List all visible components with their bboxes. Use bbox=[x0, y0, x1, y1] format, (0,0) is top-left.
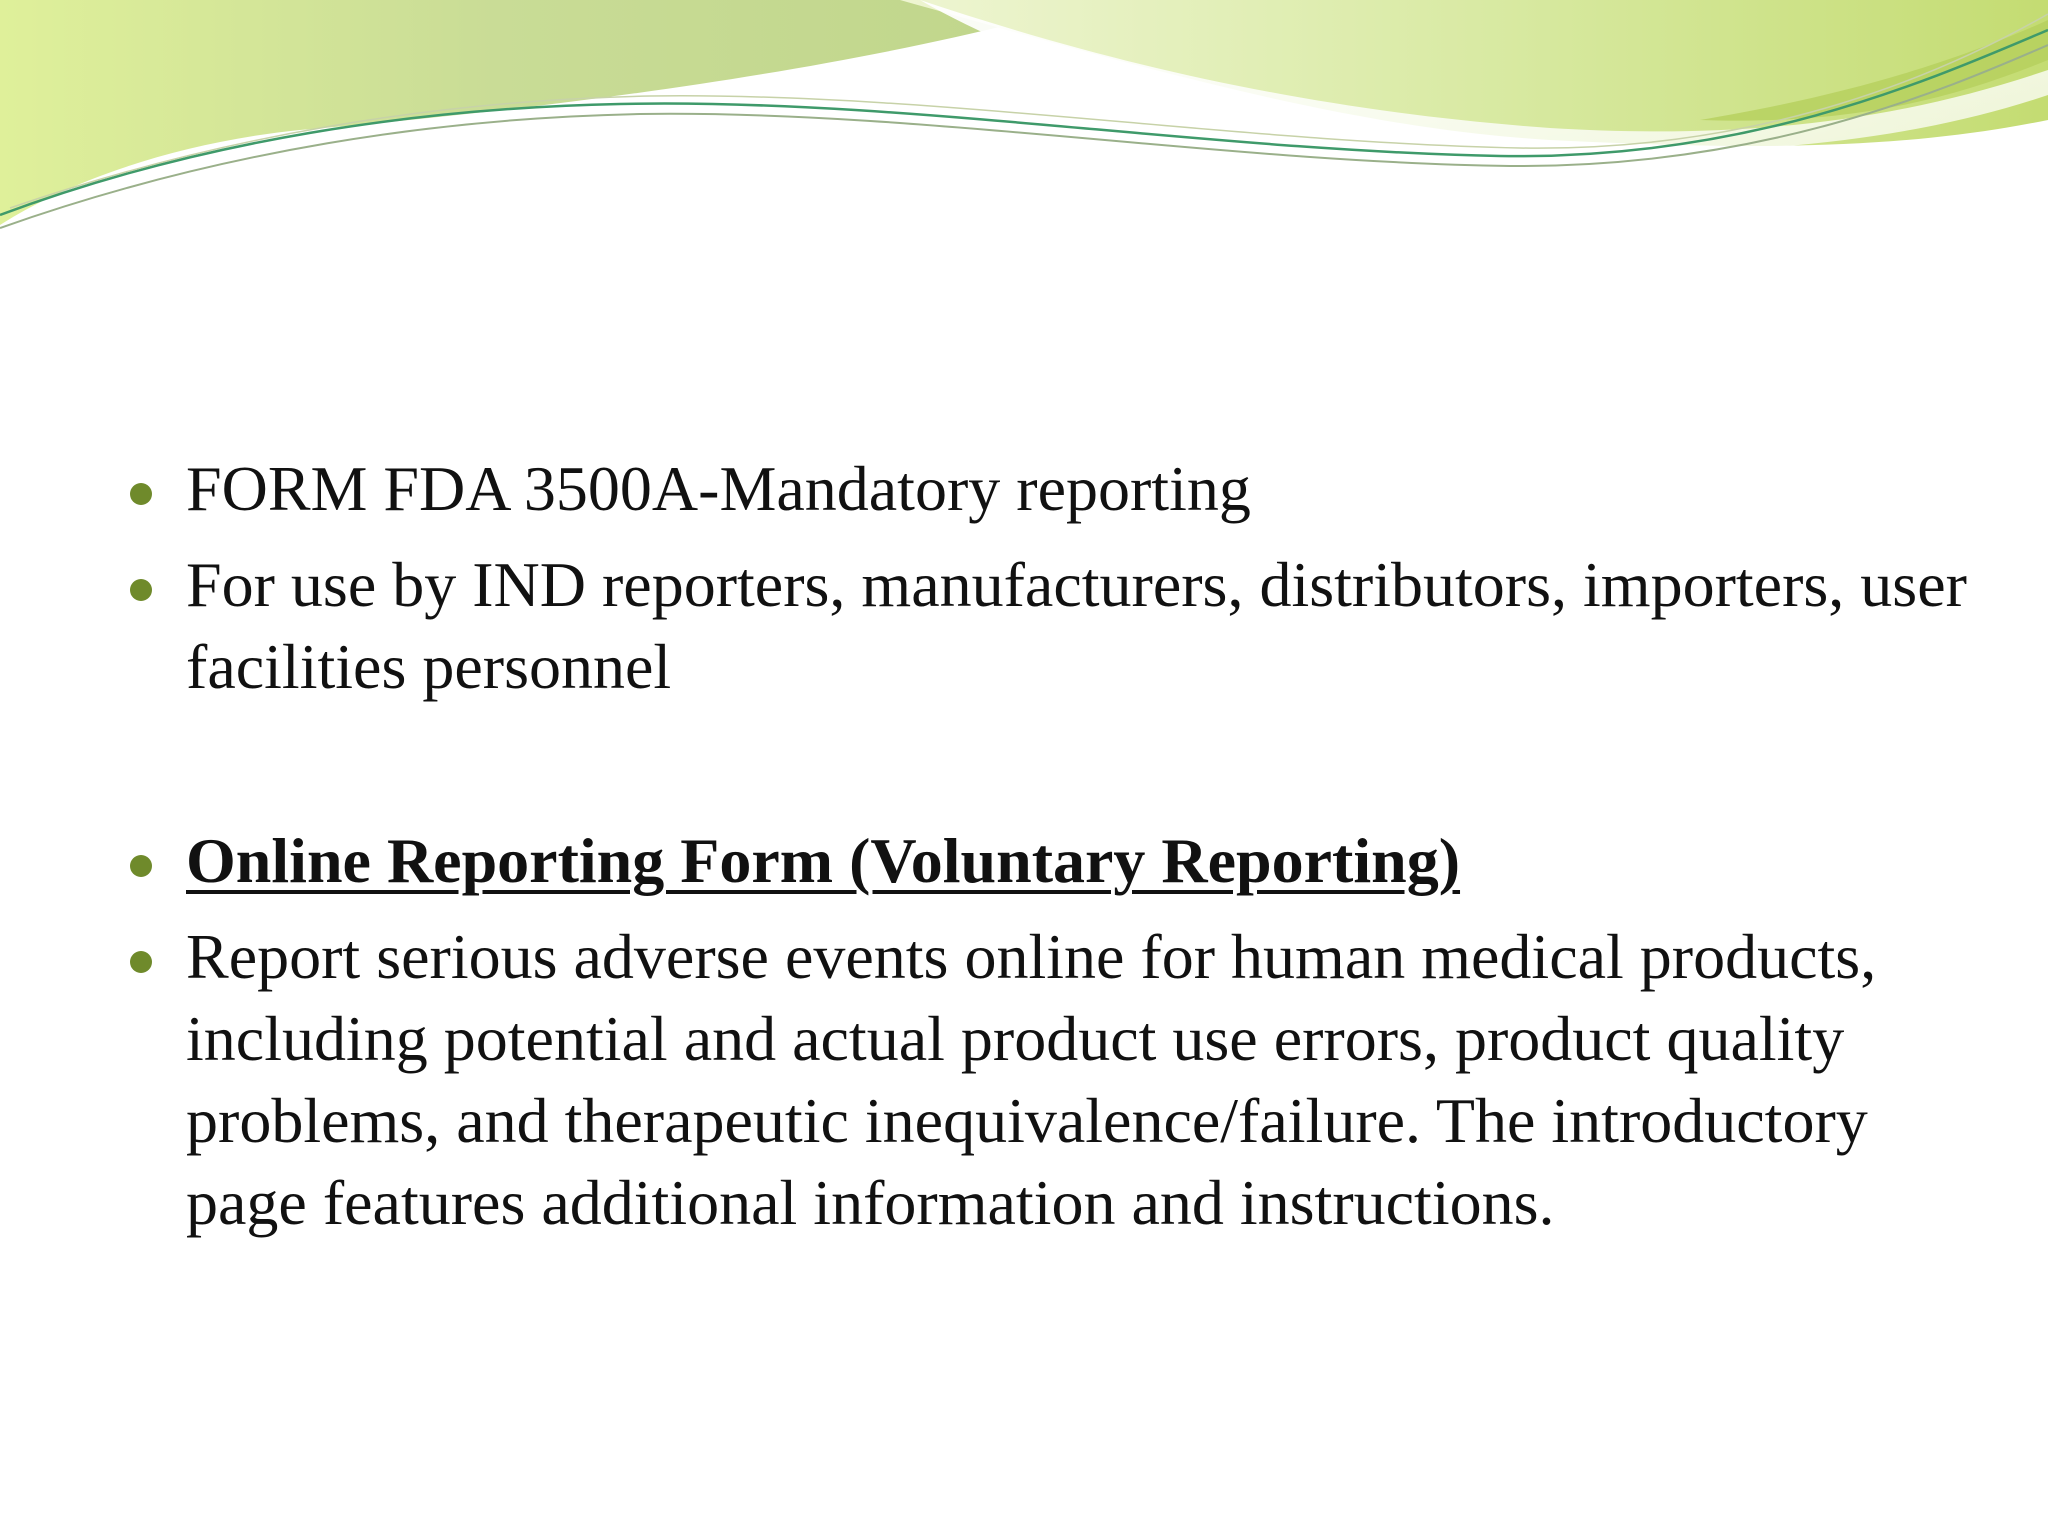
bullet-dot-icon bbox=[130, 951, 152, 973]
online-reporting-form-link[interactable]: Online Reporting Form (Voluntary Reporting) bbox=[186, 825, 1461, 896]
header-wave-decoration bbox=[0, 0, 2048, 260]
bullet-item bbox=[126, 544, 1986, 708]
bullet-item bbox=[126, 916, 1986, 1244]
bullet-item bbox=[126, 448, 1986, 530]
bullet-dot-icon bbox=[130, 579, 152, 601]
bullet-text: For use by IND reporters, manufacturers, distributors, importers, user facilities personnel bbox=[186, 549, 1967, 702]
bullet-text: Report serious adverse events online for human medical products, including potential and actual product use errors, product quality problems, and therapeutic inequivalence/failure. The introductory page features additional information and instructions. bbox=[186, 921, 1877, 1238]
bullet-text: FORM FDA 3500A-Mandatory reporting bbox=[186, 453, 1251, 524]
bullet-dot-icon bbox=[130, 855, 152, 877]
bullet-dot-icon bbox=[130, 483, 152, 505]
bullet-list bbox=[126, 448, 1986, 1258]
bullet-item bbox=[126, 820, 1986, 902]
wave-band-left bbox=[0, 0, 1100, 225]
